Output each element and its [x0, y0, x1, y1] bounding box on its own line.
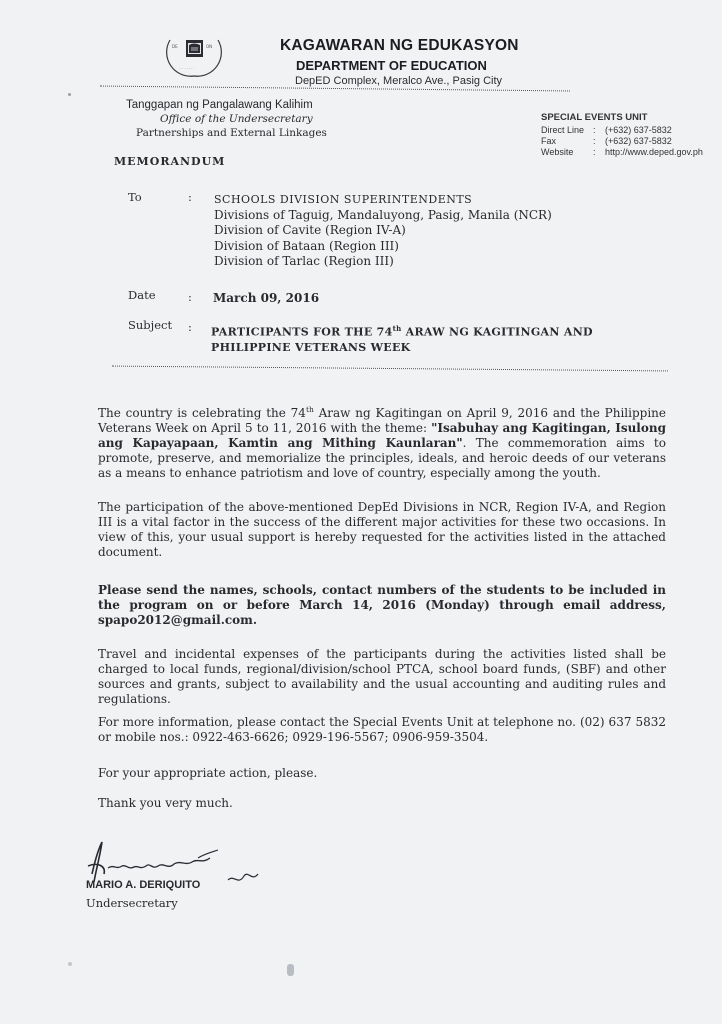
office-line-2: Office of the Undersecretary	[160, 113, 313, 125]
signatory-name: MARIO A. DERIQUITO	[86, 879, 201, 891]
office-line-3: Partnerships and External Linkages	[136, 127, 327, 139]
recipient-line: Division of Tarlac (Region III)	[214, 254, 394, 268]
to-colon: :	[188, 190, 192, 204]
contact-value: http://www.deped.gov.ph	[605, 147, 703, 157]
theme-text: "Isabuhay ang Kagitingan, Isulong ang Kapayapaan, Kamtin ang Mithing Kaunlaran"	[98, 421, 666, 450]
recipient-line: Division of Bataan (Region III)	[214, 238, 399, 253]
office-block	[126, 98, 327, 140]
date-colon: :	[188, 290, 192, 304]
contact-row	[541, 125, 703, 136]
body-paragraph-2: The participation of the above-mentioned DepEd Divisions in NCR, Region IV-A, and Region III is a vital factor in the success of the different major activities for these two occasions. In view of this, your usual support is hereby requested for the activities listed in the attached document.	[98, 500, 666, 559]
subject-colon: :	[188, 320, 192, 334]
signatory-title: Undersecretary	[86, 896, 178, 910]
agency-header	[280, 37, 580, 87]
contact-colon: :	[593, 136, 596, 146]
date-label: Date	[128, 288, 156, 302]
subject-text: ARAW NG KAGITINGAN AND PHILIPPINE VETERANS WEEK	[211, 325, 593, 354]
contact-row	[541, 136, 703, 147]
contact-block	[541, 112, 703, 158]
body-paragraph-1	[98, 402, 666, 481]
recipients-block	[214, 192, 552, 270]
deped-seal-logo	[166, 34, 222, 78]
agency-name-tagalog: KAGAWARAN NG EDUKASYON	[280, 37, 519, 54]
memo-heading: MEMORANDUM	[114, 155, 226, 168]
svg-text:ON: ON	[206, 44, 213, 49]
recipient-line: SCHOOLS DIVISION SUPERINTENDENTS	[214, 193, 473, 206]
subject-label: Subject	[128, 318, 173, 332]
body-paragraph-5: For more information, please contact the Special Events Unit at telephone no. (02) 637 5832 or mobile nos.: 0922-463-6626; 0929-196-5567; 0906-959-3504.	[98, 715, 666, 744]
subject-divider	[112, 366, 668, 372]
body-text: . The commemoration aims to promote, preserve, and memorialize the principles, ideals, and heroic deeds of our veterans as a means to enhance patriotism and love of country, especially among the youth.	[98, 436, 666, 480]
body-paragraph-4: Travel and incidental expenses of the participants during the activities listed shall be charged to local funds, regional/division/school PTCA, school board funds, (SBF) and other sources and grants, subject to availability and the usual accounting and auditing rules and regulations.	[98, 647, 666, 706]
to-label: To	[128, 190, 142, 204]
contact-unit: SPECIAL EVENTS UNIT	[541, 112, 648, 123]
contact-colon: :	[593, 147, 596, 157]
body-paragraph-3: Please send the names, schools, contact numbers of the students to be included in the program on or before March 14, 2016 (Monday) through email address, spapo2012@gmail.com.	[98, 583, 666, 627]
body-text: Araw ng Kagitingan on April 9, 2016 and the Philippine Veterans Week on April 5 to 11, 2016 with the theme:	[98, 406, 667, 435]
contact-value: (+632) 637-5832	[605, 136, 672, 146]
subject-text: PARTICIPANTS FOR THE 74	[211, 325, 393, 339]
scan-speck	[68, 962, 72, 966]
scan-speck	[68, 93, 71, 96]
svg-text:DE: DE	[172, 44, 178, 49]
svg-text:· · · · · · ·: · · · · · · ·	[180, 67, 195, 71]
recipient-line: Divisions of Taguig, Mandaluyong, Pasig, Manila (NCR)	[214, 207, 552, 222]
subject-value	[211, 321, 601, 355]
subject-ordinal: th	[392, 324, 402, 333]
contact-label: Fax	[541, 136, 557, 146]
office-line-1: Tanggapan ng Pangalawang Kalihim	[126, 99, 313, 111]
contact-colon: :	[593, 125, 596, 135]
contact-row	[541, 147, 703, 158]
contact-label: Website	[541, 147, 574, 157]
closing-line: For your appropriate action, please.	[98, 766, 318, 780]
thanks-line: Thank you very much.	[98, 796, 233, 810]
date-value: March 09, 2016	[213, 291, 320, 305]
body-ordinal: th	[305, 405, 314, 414]
agency-address: DepED Complex, Meralco Ave., Pasig City	[295, 75, 503, 87]
contact-label: Direct Line	[541, 125, 585, 135]
body-text: The country is celebrating the 74	[98, 406, 306, 420]
recipient-line: Division of Cavite (Region IV-A)	[214, 223, 406, 237]
contact-value: (+632) 637-5832	[605, 125, 672, 135]
agency-name-english: DEPARTMENT OF EDUCATION	[296, 58, 487, 73]
scan-speck	[287, 964, 294, 976]
